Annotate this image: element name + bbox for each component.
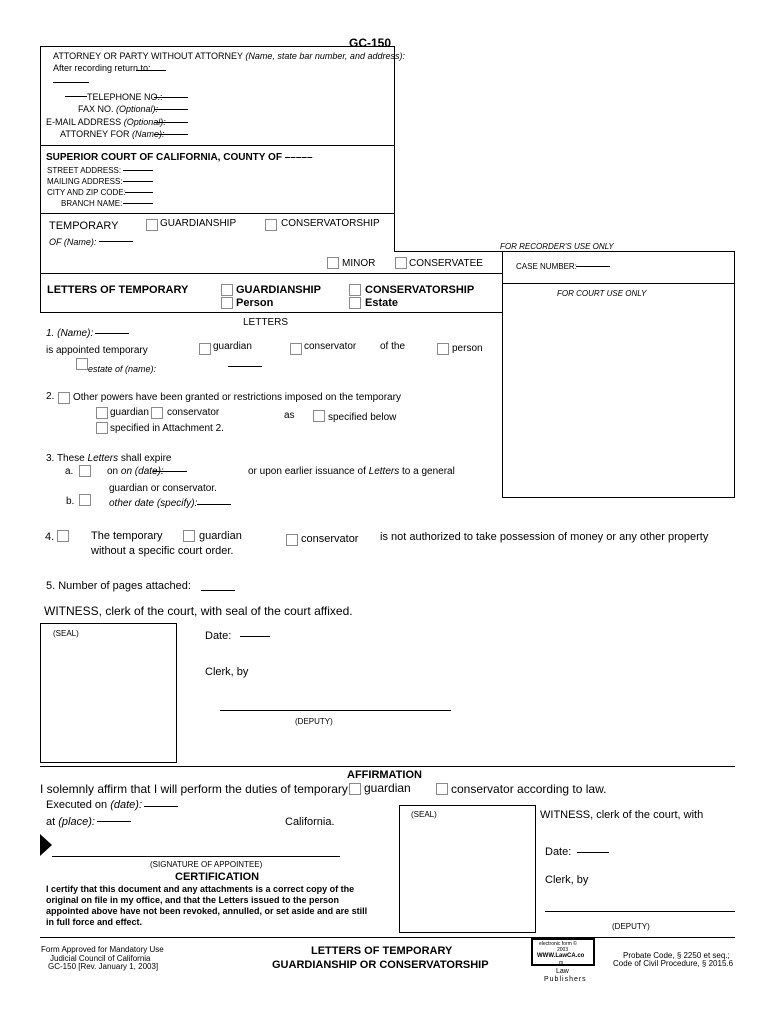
mailing-field[interactable]	[123, 181, 153, 182]
mailing-label: MAILING ADDRESS:	[47, 177, 123, 186]
witness-statement-2: WITNESS, clerk of the court, with	[540, 809, 704, 821]
item1-person-name-field[interactable]	[228, 366, 262, 367]
item2-text: Other powers have been granted or restrictions imposed on the temporary	[73, 392, 401, 403]
stamp-publishers: Publishers	[544, 976, 587, 983]
item4-conservator-label: conservator	[301, 533, 359, 545]
fax-label-note: (Optional):	[116, 104, 159, 114]
item3b-checkbox[interactable]	[79, 494, 91, 506]
item3a-checkbox[interactable]	[79, 465, 91, 477]
title-left-border	[40, 273, 41, 312]
affirmation-conservator-label	[451, 782, 606, 796]
minor-checkbox[interactable]	[327, 257, 339, 269]
appointee-signature-line[interactable]	[52, 856, 340, 857]
executed-on-label: Executed on (date):	[46, 799, 143, 811]
title-conservatorship-checkbox[interactable]	[349, 284, 361, 296]
affirmation-heading: AFFIRMATION	[347, 769, 422, 781]
clerk-signature-line[interactable]	[220, 710, 451, 711]
item3a-on-date-text: on (date):	[120, 466, 164, 477]
item1-name-field[interactable]	[95, 333, 129, 334]
minor-label: MINOR	[342, 258, 376, 269]
item5-pages-field[interactable]	[201, 590, 235, 591]
item3a-on-date-label: on on (date):	[107, 466, 164, 477]
item2-number: 2.	[46, 391, 55, 402]
affirmation-according-text: according to law.	[517, 782, 607, 796]
of-name-field[interactable]	[99, 241, 133, 242]
item1-person-label: person	[452, 343, 483, 354]
item2-attachment-label: specified in Attachment 2.	[110, 423, 224, 434]
county-blank[interactable]: –––––	[284, 152, 313, 163]
certification-heading: CERTIFICATION	[175, 871, 260, 883]
footer-code-1: Probate Code, § 2250 et seq.;	[623, 951, 730, 960]
date-label-2: Date:	[545, 846, 572, 858]
title-person-label: Person	[236, 297, 274, 309]
court-use-box	[502, 283, 735, 498]
conservatorship-label: CONSERVATORSHIP	[281, 218, 380, 229]
footer-form-approved: Form Approved for Mandatory Use	[41, 945, 164, 954]
title-person-checkbox[interactable]	[221, 297, 233, 309]
email-label-note: (Optional):	[123, 117, 166, 127]
caption-left-border	[40, 213, 41, 274]
california-label: California.	[285, 816, 335, 828]
affirmation-guardian-label: guardian	[364, 781, 411, 795]
attorney-for-note: (Name):	[132, 129, 165, 139]
stamp-electronic-form: electronic form ©	[539, 941, 577, 947]
stamp-url: WWW.LawCA.co	[537, 953, 585, 959]
item3a-letters: Letters	[368, 466, 400, 477]
attorney-heading	[53, 51, 405, 61]
item2-guardian-label: guardian	[110, 407, 149, 418]
at-place-field[interactable]	[97, 821, 131, 822]
item3b-label: b.	[66, 496, 75, 507]
email-field[interactable]	[154, 122, 188, 123]
at-place-label: at (place):	[46, 816, 95, 828]
of-name-label: OF (Name):	[49, 237, 97, 247]
email-label	[46, 117, 166, 127]
item2-guardian-checkbox[interactable]	[96, 407, 108, 419]
footer-code-2: Code of Civil Procedure, § 2015.6	[613, 959, 734, 968]
item1-guardian-checkbox[interactable]	[199, 343, 211, 355]
email-label-text: E-MAIL ADDRESS	[46, 117, 122, 127]
item1-appointed-label: is appointed temporary	[46, 345, 148, 356]
letters-heading: LETTERS	[243, 317, 289, 328]
after-recording-label: After recording return to:	[53, 63, 151, 73]
item2-specified-below-checkbox[interactable]	[313, 410, 325, 422]
seal-box-2	[399, 805, 536, 933]
item1-estate-checkbox[interactable]	[76, 358, 88, 370]
title-conservatorship-label: CONSERVATORSHIP	[365, 284, 475, 296]
clerk-by-label: Clerk, by	[205, 666, 249, 678]
clerk-signature-line-2[interactable]	[545, 911, 735, 912]
street-field[interactable]	[123, 170, 153, 171]
seal-label-2: (SEAL)	[411, 810, 437, 819]
attorney-address-blank[interactable]	[65, 96, 87, 97]
court-title-text: SUPERIOR COURT OF CALIFORNIA, COUNTY OF	[46, 152, 282, 163]
branch-field[interactable]	[123, 203, 153, 204]
item3-text-a: 3. These	[46, 453, 85, 464]
court-use-label: FOR COURT USE ONLY	[557, 289, 647, 298]
case-number-field[interactable]	[576, 266, 610, 267]
item1-guardian-label: guardian	[213, 341, 252, 352]
affirmation-text: I solemnly affirm that I will perform the duties of temporary	[40, 782, 348, 796]
deputy-label: (DEPUTY)	[295, 717, 333, 726]
attorney-heading-text: ATTORNEY OR PARTY WITHOUT ATTORNEY	[53, 51, 243, 61]
sign-here-arrow-icon	[40, 834, 52, 856]
affirmation-guardian-checkbox[interactable]	[349, 783, 361, 795]
item4-conservator-checkbox[interactable]	[286, 534, 298, 546]
footer-title-1: LETTERS OF TEMPORARY	[311, 945, 453, 957]
item3-heading	[46, 453, 171, 464]
attorney-for-label	[60, 129, 165, 139]
witness-statement: WITNESS, clerk of the court, with seal of the court affixed.	[44, 604, 353, 618]
form-id: GC-150	[349, 36, 392, 50]
title-estate-label: Estate	[365, 297, 399, 309]
item3a-or-upon-a: or upon earlier issuance of	[248, 466, 366, 477]
letters-of-temporary-title: LETTERS OF TEMPORARY	[47, 284, 189, 296]
footer-title-2: GUARDIANSHIP OR CONSERVATORSHIP	[272, 959, 489, 971]
item1-person-checkbox[interactable]	[437, 343, 449, 355]
date-label: Date:	[205, 630, 232, 642]
affirmation-conservator-checkbox[interactable]	[436, 783, 448, 795]
title-bottom-rule	[40, 312, 502, 313]
title-guardianship-label: GUARDIANSHIP	[236, 284, 321, 296]
stamp-law: Law	[556, 968, 569, 975]
item1-conservator-label: conservator	[304, 341, 357, 352]
stamp-year: 2003	[557, 947, 569, 953]
court-title	[46, 152, 313, 163]
clerk-by-label-2: Clerk, by	[545, 874, 589, 886]
attorney-for-field[interactable]	[154, 134, 188, 135]
fax-label-text: FAX NO.	[78, 104, 114, 114]
item4-without-order: without a specific court order.	[91, 545, 234, 557]
attorney-for-text: ATTORNEY FOR	[60, 129, 130, 139]
seal-box	[40, 623, 177, 763]
conservatee-checkbox[interactable]	[395, 257, 407, 269]
item3a-label: a.	[65, 466, 74, 477]
item2-as-label: as	[284, 410, 295, 421]
item1-of-the-label: of the	[380, 341, 406, 352]
item4-temporary-label: The temporary	[91, 530, 163, 542]
city-zip-label: CITY AND ZIP CODE:	[47, 188, 126, 197]
affirmation-conservator-text: conservator	[451, 782, 514, 796]
item4-guardian-checkbox[interactable]	[183, 530, 195, 542]
guardianship-checkbox[interactable]	[146, 219, 158, 231]
appointee-signature-label: (SIGNATURE OF APPOINTEE)	[150, 860, 263, 869]
attorney-heading-note: (Name, state bar number, and address):	[245, 51, 405, 61]
branch-label: BRANCH NAME:	[61, 199, 123, 208]
after-recording-blank[interactable]	[136, 70, 166, 71]
executed-on-field[interactable]	[144, 806, 178, 807]
telephone-label: TELEPHONE NO.:	[87, 92, 163, 102]
temporary-label: TEMPORARY	[49, 220, 119, 232]
item1-estate-label: estate of (name):	[88, 364, 157, 374]
item2-attachment-checkbox[interactable]	[96, 422, 108, 434]
title-estate-checkbox[interactable]	[349, 297, 361, 309]
item2-checkbox[interactable]	[58, 392, 70, 404]
item1-name-label: 1. (Name):	[46, 328, 94, 339]
certification-text: I certify that this document and any attachments is a correct copy of the original on file in my office, and that the Letters issued to the person appointed above have not been revoked, annulled, or set aside and are still in full force and effect.	[46, 884, 368, 927]
caption-mid-border	[394, 213, 395, 251]
footer-rule	[40, 937, 735, 938]
case-number-label: CASE NUMBER:	[516, 262, 577, 271]
item3a-or-upon	[248, 466, 455, 477]
conservatorship-checkbox[interactable]	[265, 219, 277, 231]
footer-council: Judicial Council of California	[50, 954, 151, 963]
item3b-other-date-label: other date (specify):	[109, 498, 198, 509]
item2-conservator-checkbox[interactable]	[151, 407, 163, 419]
item1-conservator-checkbox[interactable]	[290, 343, 302, 355]
conservatee-label: CONSERVATEE	[409, 258, 483, 269]
item3-letters: Letters	[87, 453, 119, 464]
title-guardianship-checkbox[interactable]	[221, 284, 233, 296]
item5-label: 5. Number of pages attached:	[46, 580, 191, 592]
telephone-field[interactable]	[154, 97, 188, 98]
item3a-guardian-conservator: guardian or conservator.	[109, 483, 217, 494]
deputy-label-2: (DEPUTY)	[612, 922, 650, 931]
date-field[interactable]	[240, 636, 270, 637]
fax-label	[78, 104, 158, 114]
city-zip-field[interactable]	[125, 192, 153, 193]
stamp-m: m	[559, 960, 564, 966]
guardianship-label: GUARDIANSHIP	[160, 218, 237, 229]
item3a-or-upon-b: to a general	[402, 466, 455, 477]
item3-text-b: shall expire	[120, 453, 172, 464]
item2-specified-below-label: specified below	[328, 412, 397, 423]
title-top-rule	[40, 273, 502, 274]
item3b-other-date-field[interactable]	[197, 504, 231, 505]
seal-label: (SEAL)	[53, 629, 79, 638]
item2-conservator-label: conservator	[167, 407, 220, 418]
street-label: STREET ADDRESS:	[47, 166, 122, 175]
date-field-2[interactable]	[577, 852, 609, 853]
item4-guardian-label: guardian	[199, 530, 242, 542]
item3a-date-field[interactable]	[153, 471, 187, 472]
footer-rev: GC-150 [Rev. January 1, 2003]	[48, 962, 159, 971]
affirmation-rule	[40, 766, 735, 767]
item4-checkbox[interactable]	[57, 530, 69, 542]
item4-not-authorized: is not authorized to take possession of money or any other property	[380, 531, 709, 543]
attorney-name-blank[interactable]	[53, 82, 89, 83]
recorder-use-label: FOR RECORDER'S USE ONLY	[500, 242, 614, 251]
fax-field[interactable]	[154, 109, 188, 110]
item4-number: 4.	[45, 531, 55, 543]
